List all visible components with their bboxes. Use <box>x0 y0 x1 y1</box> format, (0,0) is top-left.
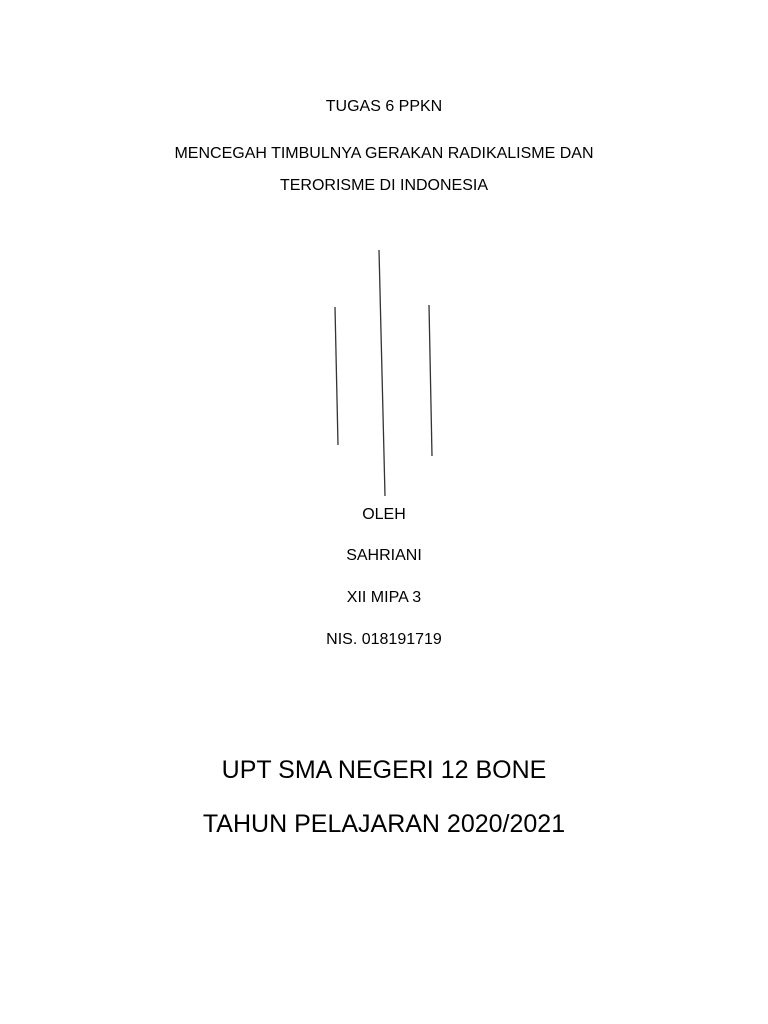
title-line-1: MENCEGAH TIMBULNYA GERAKAN RADIKALISME DAN <box>174 145 594 162</box>
academic-year: TAHUN PELAJARAN 2020/2021 <box>202 810 566 838</box>
author-class: XII MIPA 3 <box>346 589 422 606</box>
author-name: SAHRIANI <box>346 547 422 564</box>
assignment-label: TUGAS 6 PPKN <box>325 98 443 115</box>
author-nis: NIS. 018191719 <box>326 631 442 648</box>
school-name: UPT SMA NEGERI 12 BONE <box>221 756 547 784</box>
decorative-line-center <box>379 250 385 496</box>
decorative-line-right <box>429 305 432 456</box>
by-label: OLEH <box>362 506 406 523</box>
title-line-2: TERORISME DI INDONESIA <box>279 177 489 194</box>
decorative-line-left <box>335 307 338 445</box>
